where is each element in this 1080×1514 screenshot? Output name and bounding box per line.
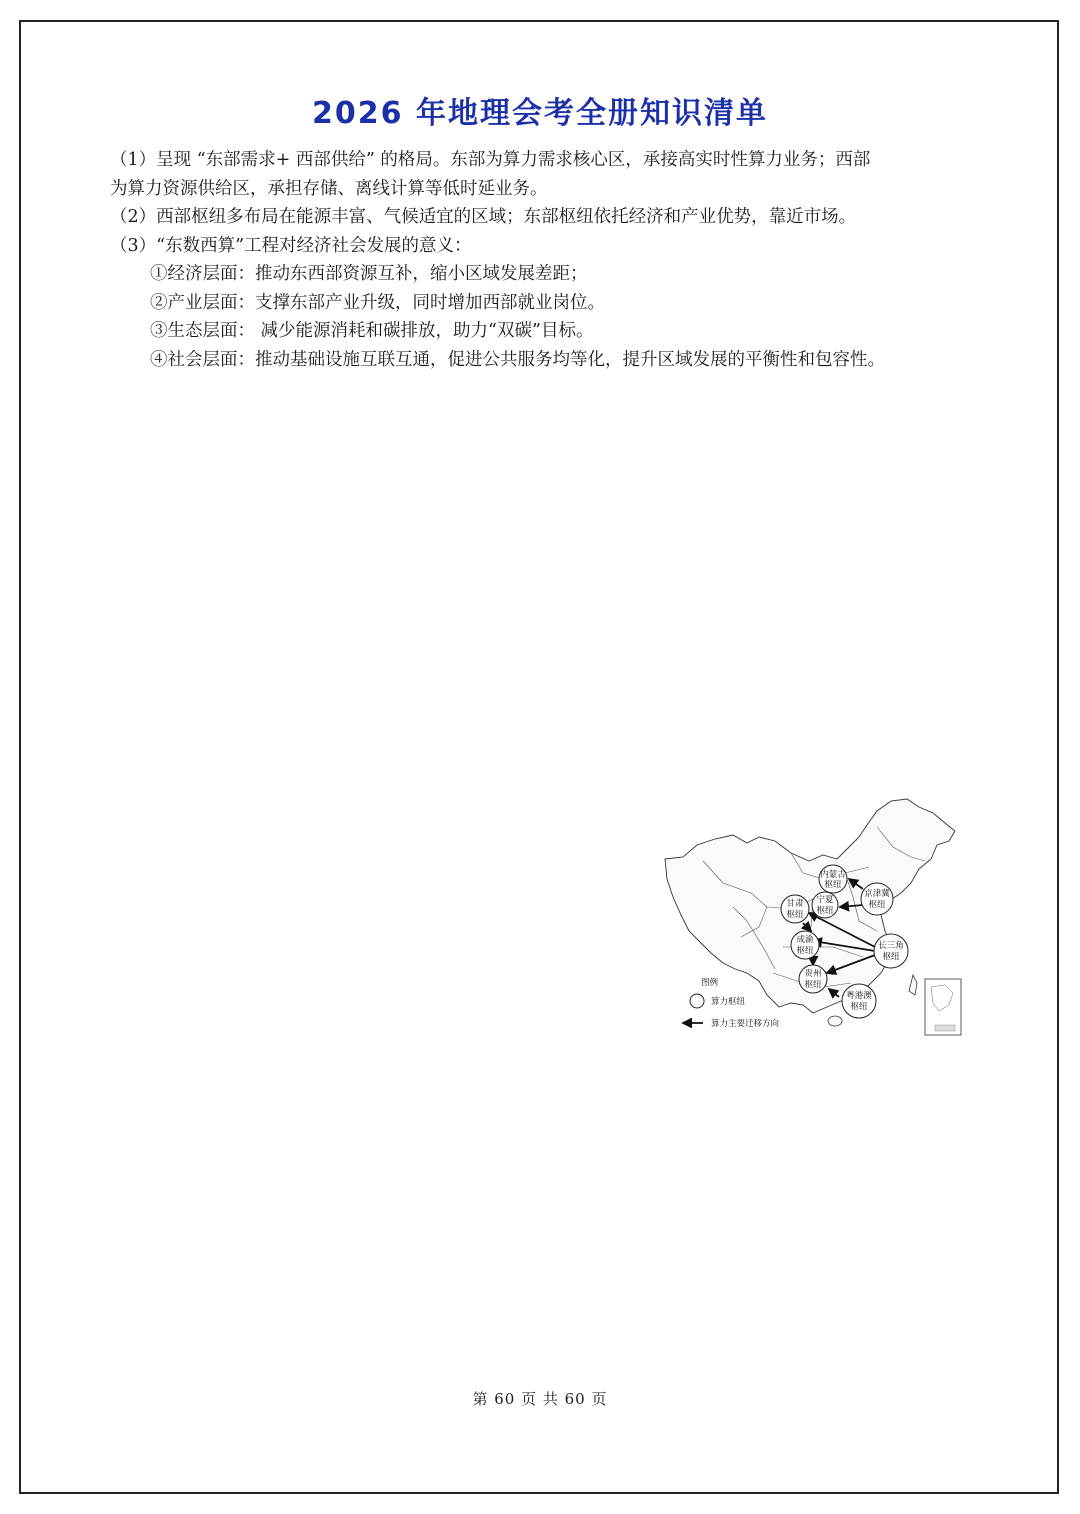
computing-hub-map xyxy=(663,797,965,1039)
svg-text:枢纽: 枢纽 xyxy=(824,880,842,890)
svg-text:枢纽: 枢纽 xyxy=(868,900,886,910)
svg-text:枢纽: 枢纽 xyxy=(816,906,834,916)
svg-text:枢纽: 枢纽 xyxy=(786,910,804,920)
inset-label-box xyxy=(935,1025,955,1031)
hainan-island xyxy=(828,1016,842,1026)
svg-text:枢纽: 枢纽 xyxy=(882,952,900,962)
legend-arrow-label: 算力主要迁移方向 xyxy=(711,1019,780,1029)
list-item-society: ④社会层面：推动基础设施互联互通，促进公共服务均等化，提升区域发展的平衡性和包容性。 xyxy=(150,349,885,370)
hub-chengyu xyxy=(791,931,819,959)
document-body xyxy=(110,146,970,374)
hub-changsanjiao xyxy=(874,934,908,968)
list-item-ecology: ③生态层面： 减少能源消耗和碳排放，助力“双碳”目标。 xyxy=(150,321,594,341)
paragraph-1-line-2: 为算力资源供给区，承担存储、离线计算等低时延业务。 xyxy=(110,178,548,199)
svg-text:贵州: 贵州 xyxy=(804,969,822,979)
svg-text:京津冀: 京津冀 xyxy=(864,889,890,899)
hub-yuegangao xyxy=(842,984,876,1018)
legend-hub-symbol xyxy=(690,994,704,1008)
paragraph-2: （2）西部枢纽多布局在能源丰富、气候适宜的区域；东部枢纽依托经济和产业优势，靠近市场。 xyxy=(110,207,857,227)
taiwan-island xyxy=(909,975,917,995)
paragraph-1-line-1: （1）呈现 “东部需求+ 西部供给” 的格局。东部为算力需求核心区，承接高实时性算力业务；西部 xyxy=(110,150,871,170)
hub-jingjinji xyxy=(861,883,893,915)
svg-text:甘肃: 甘肃 xyxy=(786,899,804,909)
svg-text:粤港澳: 粤港澳 xyxy=(846,991,872,1001)
hub-ningxia xyxy=(812,892,838,918)
legend-title: 图例 xyxy=(701,978,719,988)
hub-guizhou xyxy=(799,965,827,993)
svg-text:枢纽: 枢纽 xyxy=(804,980,822,990)
svg-text:枢纽: 枢纽 xyxy=(850,1002,868,1012)
svg-text:枢纽: 枢纽 xyxy=(796,946,814,956)
page-number: 第 60 页 共 60 页 xyxy=(472,1390,608,1408)
paragraph-3: （3）“东数西算”工程对经济社会发展的意义： xyxy=(110,235,472,256)
page-title: 2026 年地理会考全册知识清单 xyxy=(312,96,768,131)
svg-text:长三角: 长三角 xyxy=(878,941,904,951)
svg-text:宁夏: 宁夏 xyxy=(816,895,834,905)
list-item-economy: ①经济层面：推动东西部资源互补，缩小区域发展差距； xyxy=(150,264,588,284)
list-item-industry: ②产业层面：支撑东部产业升级，同时增加西部就业岗位。 xyxy=(150,292,605,313)
svg-text:成渝: 成渝 xyxy=(796,935,814,945)
legend-hub-label: 算力枢纽 xyxy=(711,997,746,1007)
svg-text:内蒙古: 内蒙古 xyxy=(820,870,846,880)
hub-gansu xyxy=(781,895,809,923)
hub-neimenggu xyxy=(819,865,847,893)
